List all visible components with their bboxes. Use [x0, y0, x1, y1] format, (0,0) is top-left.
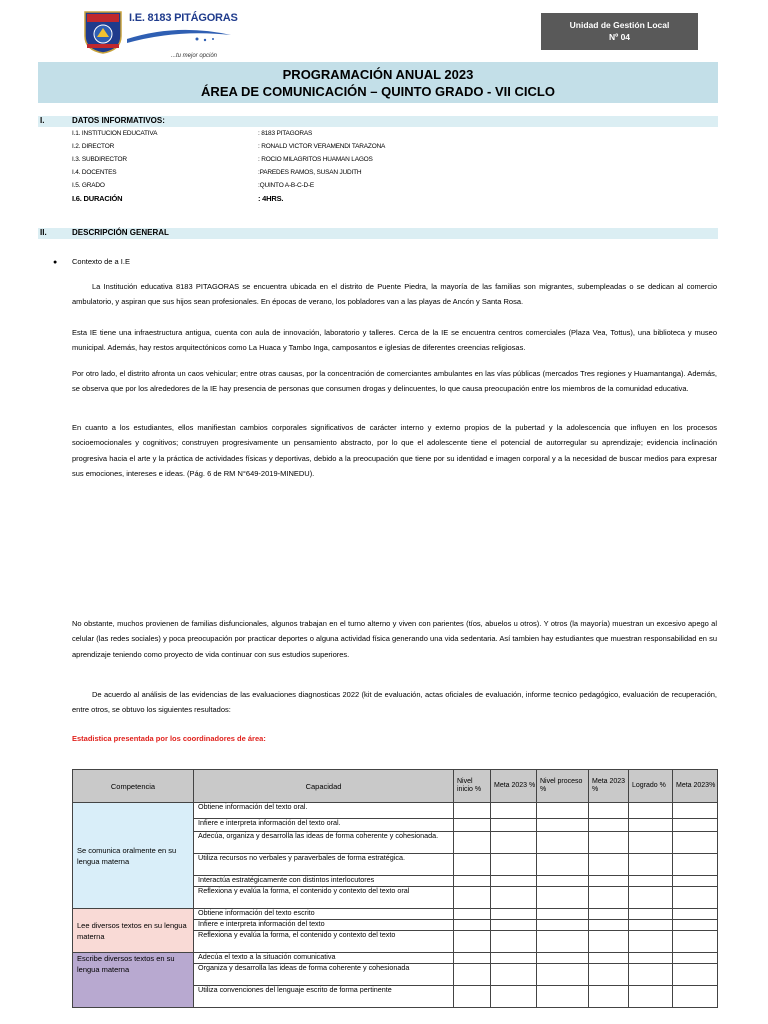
competencia-cell: Lee diversos textos en su lengua materna: [73, 909, 194, 953]
value-cell[interactable]: [589, 854, 629, 876]
value-cell[interactable]: [589, 819, 629, 832]
logo-slogan: ...tu mejor opción: [171, 53, 218, 59]
value-cell[interactable]: [673, 953, 718, 964]
section-1-number: I.: [40, 116, 45, 125]
value-cell[interactable]: [491, 876, 537, 887]
header-logrado: Logrado %: [629, 770, 673, 803]
capacidad-cell: Infiere e interpreta información del texto: [194, 920, 454, 931]
value-cell[interactable]: [537, 920, 589, 931]
value-cell[interactable]: [629, 819, 673, 832]
section-2-number: II.: [40, 228, 47, 237]
capacidad-cell: Adecúa, organiza y desarrolla las ideas de forma coherente y cohesionada.: [194, 832, 454, 854]
value-cell[interactable]: [629, 931, 673, 953]
capacidad-cell: Reflexiona y evalúa la forma, el contenido y contexto del texto oral: [194, 887, 454, 909]
competencia-cell: Escribe diversos textos en su lengua materna: [73, 953, 194, 1008]
value-cell[interactable]: [537, 953, 589, 964]
info-label: I.4. DOCENTES: [72, 169, 117, 176]
header-competencia: Competencia: [73, 770, 194, 803]
document-title: [38, 62, 718, 103]
value-cell[interactable]: [537, 986, 589, 1008]
value-cell[interactable]: [537, 819, 589, 832]
value-cell[interactable]: [589, 887, 629, 909]
value-cell[interactable]: [454, 964, 491, 986]
value-cell[interactable]: [491, 953, 537, 964]
school-crest-icon: [83, 10, 123, 54]
title-line1: PROGRAMACIÓN ANUAL 2023: [282, 67, 474, 82]
value-cell[interactable]: [629, 854, 673, 876]
value-cell[interactable]: [454, 876, 491, 887]
value-cell[interactable]: [537, 876, 589, 887]
value-cell[interactable]: [454, 803, 491, 819]
value-cell[interactable]: [673, 909, 718, 920]
value-cell[interactable]: [673, 803, 718, 819]
capacidad-cell: Interactúa estratégicamente con distintos interlocutores: [194, 876, 454, 887]
value-cell[interactable]: [454, 819, 491, 832]
value-cell[interactable]: [491, 964, 537, 986]
value-cell[interactable]: [673, 854, 718, 876]
capacidad-cell: Adecúa el texto a la situación comunicativa: [194, 953, 454, 964]
value-cell[interactable]: [491, 909, 537, 920]
value-cell[interactable]: [673, 964, 718, 986]
value-cell[interactable]: [491, 920, 537, 931]
value-cell[interactable]: [454, 920, 491, 931]
header-nivel-proceso: Nivel proceso %: [537, 770, 589, 803]
info-value: : RONALD VICTOR VERAMENDI TARAZONA: [258, 143, 386, 150]
value-cell[interactable]: [491, 819, 537, 832]
value-cell[interactable]: [629, 920, 673, 931]
value-cell[interactable]: [454, 931, 491, 953]
ugl-box: [541, 13, 698, 50]
ugl-line2: Nº 04: [608, 32, 631, 42]
results-table: [72, 769, 718, 1008]
value-cell[interactable]: [537, 832, 589, 854]
logo-title: I.E. 8183 PITÁGORAS: [129, 12, 238, 24]
table-row: [73, 909, 718, 920]
value-cell[interactable]: [629, 876, 673, 887]
value-cell[interactable]: [491, 931, 537, 953]
value-cell[interactable]: [673, 986, 718, 1008]
logo-swoosh-icon: [127, 27, 231, 43]
capacidad-cell: Reflexiona y evalúa la forma, el contenido y contexto del texto: [194, 931, 454, 953]
ugl-line1: Unidad de Gestión Local: [569, 20, 670, 30]
value-cell[interactable]: [454, 909, 491, 920]
paragraph-context-1: La Institución educativa 8183 PITAGORAS se encuentra ubicada en el distrito de Puente Piedra, la mayoría de las familias son migrantes, subempleadas o se dedican al comercio ambulatorio, y aspiran que sus hijos sean profesionales. En épocas de verano, los pobladores van a las playas de Ancón y Santa Rosa.: [72, 282, 717, 307]
info-label: I.1. INSTITUCION EDUCATIVA: [72, 130, 158, 137]
bullet-context-label: Contexto de a I.E: [72, 257, 130, 266]
value-cell[interactable]: [589, 909, 629, 920]
section-2-title: DESCRIPCIÓN GENERAL: [72, 228, 169, 237]
paragraph-students: En cuanto a los estudiantes, ellos manifiestan cambios corporales significativos de carácter interno y externo propios de la pubertad y la adolescencia que influyen en los procesos socioemocionales y cognitivos; construyen progresivamente un pensamiento abstracto, por lo que el adolescente tiene el potencial de autorregular su aprendizaje; evidencia inclinación progresiva hacia el arte y la práctica de actividades físicas y deportivas, debido a la preocupación que tiene por su identidad e imagen corporal y a la necesidad de buscar medios para expresar sus emociones, intereses e ideas. (Pág. 6 de RM N°649-2019-MINEDU).: [72, 423, 717, 478]
info-value: : 4HRS.: [258, 194, 284, 203]
value-cell[interactable]: [673, 832, 718, 854]
table-header-row: [73, 770, 718, 803]
capacidad-cell: Utiliza recursos no verbales y paraverbales de forma estratégica.: [194, 854, 454, 876]
paragraph-diagnostics: De acuerdo al análisis de las evidencias de las evaluaciones diagnosticas 2022 (kit de evaluación, actas oficiales de evaluación, informe tecnico pedagógico, evaluación de recuperación, entre otros, se obtuvo los siguientes resultados:: [72, 690, 717, 715]
value-cell[interactable]: [629, 964, 673, 986]
info-label: I.3. SUBDIRECTOR: [72, 156, 127, 163]
value-cell[interactable]: [454, 953, 491, 964]
info-value: :PAREDES RAMOS, SUSAN JUDITH: [258, 169, 362, 176]
value-cell[interactable]: [589, 964, 629, 986]
info-value: :QUINTO A-B-C-D-E: [258, 182, 315, 189]
value-cell[interactable]: [629, 953, 673, 964]
value-cell[interactable]: [537, 803, 589, 819]
value-cell[interactable]: [589, 832, 629, 854]
value-cell[interactable]: [491, 832, 537, 854]
header-meta-3: Meta 2023%: [673, 770, 718, 803]
value-cell[interactable]: [454, 832, 491, 854]
value-cell[interactable]: [673, 876, 718, 887]
value-cell[interactable]: [537, 887, 589, 909]
table-row: [73, 803, 718, 819]
value-cell[interactable]: [629, 909, 673, 920]
competencia-cell: Se comunica oralmente en su lengua materna: [73, 803, 194, 909]
info-label: I.5. GRADO: [72, 182, 105, 189]
info-label: I.2. DIRECTOR: [72, 143, 115, 150]
value-cell[interactable]: [629, 803, 673, 819]
section-1-header: [38, 116, 718, 127]
capacidad-cell: Obtiene información del texto escrito: [194, 909, 454, 920]
value-cell[interactable]: [589, 986, 629, 1008]
value-cell[interactable]: [491, 803, 537, 819]
statistics-heading: Estadistica presentada por los coordinadores de área:: [72, 734, 266, 743]
value-cell[interactable]: [673, 819, 718, 832]
table-row: [73, 953, 718, 964]
info-label: I.6. DURACIÓN: [72, 194, 123, 203]
section-2-header: [38, 228, 718, 239]
paragraph-context-2: Esta IE tiene una infraestructura antigua, cuenta con aula de innovación, laboratorio y talleres. Cerca de la IE se encuentra centros comerciales (Plaza Vea, Tottus), una biblioteca y museo municipal. Además, hay restos arquitectónicos como La Huaca y Tambo Inga, camposantos e iglesias de diferentes creencias religiosas.: [72, 328, 717, 353]
value-cell[interactable]: [589, 953, 629, 964]
value-cell[interactable]: [537, 964, 589, 986]
capacidad-cell: Infiere e interpreta información del texto oral.: [194, 819, 454, 832]
value-cell[interactable]: [589, 920, 629, 931]
value-cell[interactable]: [673, 887, 718, 909]
value-cell[interactable]: [491, 986, 537, 1008]
value-cell[interactable]: [589, 931, 629, 953]
value-cell[interactable]: [629, 986, 673, 1008]
paragraph-context-3: Por otro lado, el distrito afronta un caos vehicular; entre otras causas, por la concentración de comerciantes ambulantes en las vías públicas (mercados Tres regiones y Huamantanga). Además, se observa que por los alrededores de la IE hay presencia de personas que consumen drogas y delincuentes, lo que causa preocupación entre los miembros de la comunidad educativa.: [72, 369, 717, 394]
value-cell[interactable]: [589, 876, 629, 887]
value-cell[interactable]: [491, 854, 537, 876]
header-capacidad: Capacidad: [194, 770, 454, 803]
value-cell[interactable]: [537, 909, 589, 920]
section-1-title: DATOS INFORMATIVOS:: [72, 116, 165, 125]
value-cell[interactable]: [454, 986, 491, 1008]
capacidad-cell: Obtiene información del texto oral.: [194, 803, 454, 819]
title-line2: ÁREA DE COMUNICACIÓN – QUINTO GRADO - VII CICLO: [201, 84, 555, 99]
value-cell[interactable]: [454, 887, 491, 909]
value-cell[interactable]: [454, 854, 491, 876]
value-cell[interactable]: [537, 854, 589, 876]
info-value: : ROCIO MILAGRITOS HUAMAN LAGOS: [258, 156, 373, 163]
paragraph-families: No obstante, muchos provienen de familias disfuncionales, algunos trabajan en el turno alterno y viven con parientes (tíos, abuelos u otros). Y otros (la mayoría) muestran un excesivo apego al celular (las redes sociales) y poca preocupación por practicar deportes o alguna actividad física generando una vida sedentaria. Así tambien hay estudiantes que muestran responsabilidad en su aprendizaje teniendo como proyecto de vida continuar con sus estudios superiores.: [72, 619, 717, 659]
value-cell[interactable]: [491, 887, 537, 909]
capacidad-cell: Organiza y desarrolla las ideas de forma coherente y cohesionada: [194, 964, 454, 986]
value-cell[interactable]: [537, 931, 589, 953]
value-cell[interactable]: [589, 803, 629, 819]
header-meta-2: Meta 2023 %: [589, 770, 629, 803]
header-meta-1: Meta 2023 %: [491, 770, 537, 803]
value-cell[interactable]: [673, 931, 718, 953]
bullet-dot-icon: ●: [53, 259, 58, 266]
value-cell[interactable]: [629, 887, 673, 909]
value-cell[interactable]: [629, 832, 673, 854]
school-logo: [83, 10, 238, 59]
header-nivel-inicio: Nivel inicio %: [454, 770, 491, 803]
capacidad-cell: Utiliza convenciones del lenguaje escrito de forma pertinente: [194, 986, 454, 1008]
value-cell[interactable]: [673, 920, 718, 931]
info-value: : 8183 PITAGORAS: [258, 130, 313, 137]
